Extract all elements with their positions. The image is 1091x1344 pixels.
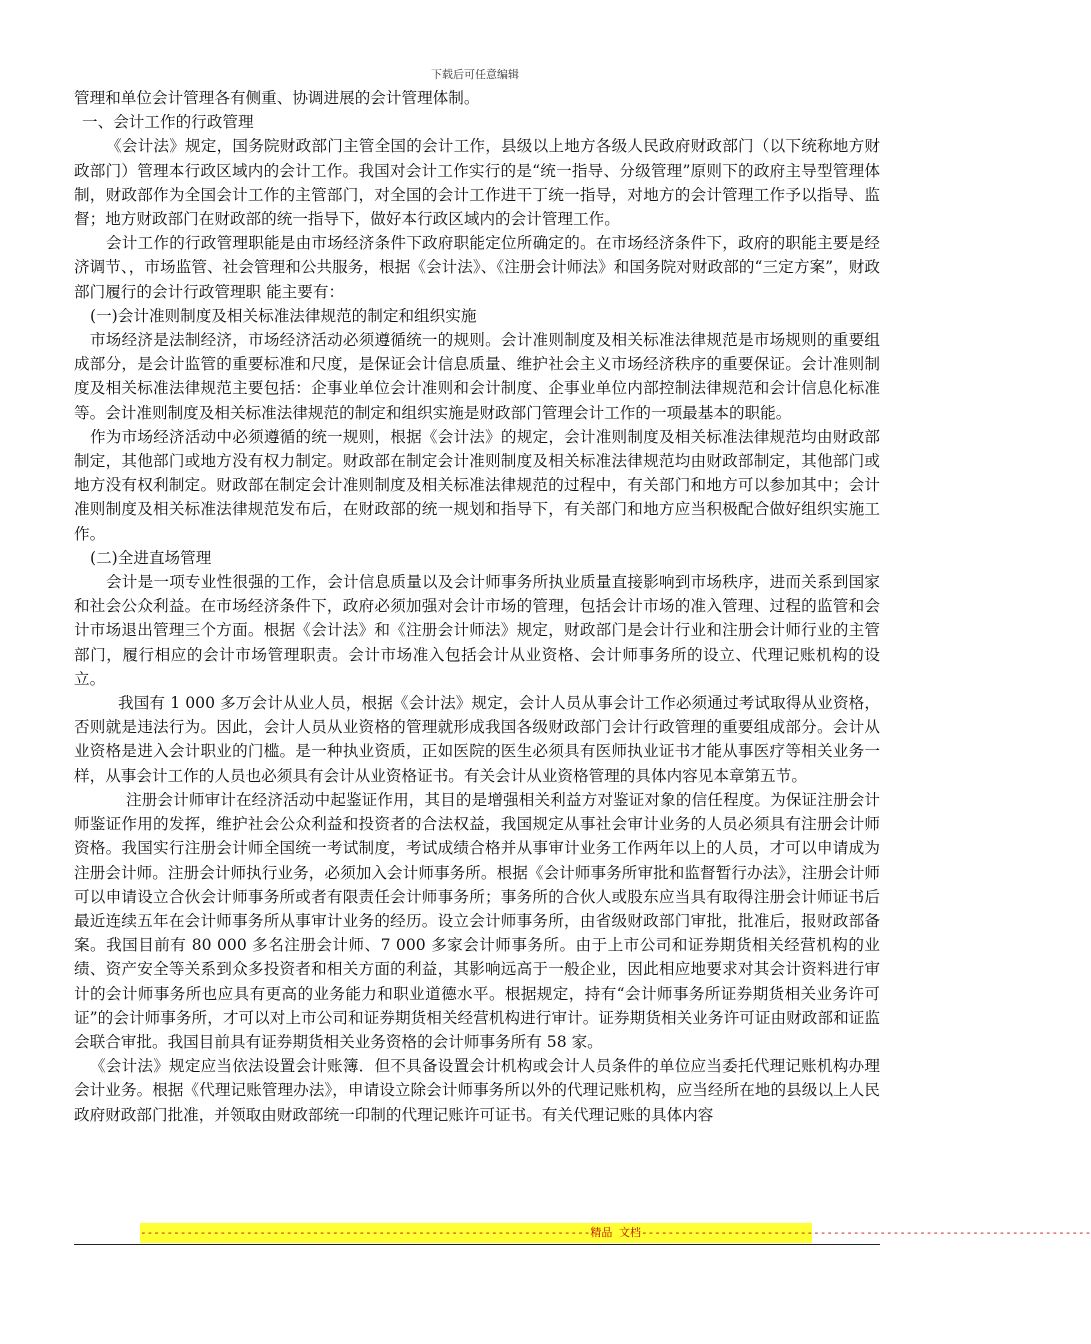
paragraph-cpa-audit: 注册会计师审计在经济活动中起鉴证作用，其目的是增强相关利益方对鉴证对象的信任程度。为保证注册会计师鉴证作用的发挥，维护社会公众利益和投资者的合法权益，我国规定从事社会审计业务的人员必须具有注册会计师资格。我国实行注册会计师全国统一考试制度，考试成绩合格并从事审计业务工作两年以上的人员，才可以申请成为注册会计师。注册会计师执行业务，必须加入会计师事务所。根据《会计师事务所审批和监督暂行办法》，注册会计师可以申请设立合伙会计师事务所或者有限责任会计师事务所；事务所的合伙人或股东应当具有取得注册会计师证书后最近连续五年在会计师事务所从事审计业务的经历。设立会计师事务所，由省级财政部门审批，批准后，报财政部备案。我国目前有 80 000 多名注册会计师、7 000 多家会计师事务所。由于上市公司和证券期货相关经营机构的业绩、资产安全等关系到众多投资者和相关方面的利益，其影响远高于一般企业，因此相应地要求对其会计资料进行审计的会计师事务所也应具有更高的业务能力和职业道德水平。根据规定，持有“会计师事务所证券期货相关业务许可证”的会计师事务所，才可以对上市公司和证券期货相关经营机构进行审计。证券期货相关业务许可证由财政部和证监会联合审批。我国目前具有证券期货相关业务资格的会计师事务所有 58 家。 [74,790,880,1051]
paragraph-market-management: 会计是一项专业性很强的工作，会计信息质量以及会计师事务所执业质量直接影响到市场秩序，进而关系到国家和社会公众利益。在市场经济条件下，政府必须加强对会计市场的管理，包括会计市场的准入管理、过程的监管和会计市场退出管理三个方面。根据《会计法》和《注册会计师法》规定，财政部门是会计行业和注册会计师行业的主管部门，履行相应的会计市场管理职责。会计市场准入包括会计从业资格、会计师事务所的设立、代理记账机构的设立。 [74,573,880,688]
paragraph-bookkeeping: 《会计法》规定应当依法设置会计账簿．但不具备设置会计机构或会计人员条件的单位应当委托代理记账机构办理会计业务。根据《代理记账管理办法》，申请设立除会计师事务所以外的代理记账机构，应当经所在地的县级以上人民政府财政部门批准，并领取由财政部统一印制的代理记账许可证书。有关代理记账的具体内容 [74,1057,880,1124]
section-heading-admin: 一、会计工作的行政管理 [82,113,254,132]
header-note: 下载后可任意编辑 [431,68,519,81]
footer-divider [74,1244,880,1245]
document-body [74,86,880,1127]
footer-banner: --------------------------------------------------------------------精品 文档-------------------------------------------------------------------- [140,1223,812,1243]
paragraph-unified-rules: 作为市场经济活动中必须遵循的统一规则，根据《会计法》的规定，会计准则制度及相关标准法律规范均由财政部制定，其他部门或地方没有权力制定。财政部在制定会计准则制度及相关标准法律规范均由财政部制定，其他部门或地方没有权利制定。财政部在制定会计准则制度及相关标准法律规范的过程中，有关部门和地方可以参加其中；会计准则制度及相关标准法律规范发布后，在财政部的统一规划和指导下，有关部门和地方应当积极配合做好组织实施工作。 [74,427,880,543]
subheading-standards: (一)会计准则制度及相关标准法律规范的制定和组织实施 [90,306,477,325]
paragraph-intro: 管理和单位会计管理各有侧重、协调进展的会计管理体制。 [74,89,480,107]
subheading-market-management: (二)全进直场管理 [90,548,212,567]
paragraph-accounting-law: 《会计法》规定，国务院财政部门主管全国的会计工作，县级以上地方各级人民政府财政部门（以下统称地方财政部门）管理本行政区域内的会计工作。我国对会计工作实行的是“统一指导、分级管理”原则下的政府主导型管理体制，财政部作为全国会计工作的主管部门，对全国的会计工作进干丁统一指导，对地方的会计管理工作予以指导、监督；地方财政部门在财政部的统一指导下，做好本行政区域内的会计管理工作。 [74,137,880,229]
paragraph-qualification: 我国有 1 000 多万会计从业人员，根据《会计法》规定，会计人员从事会计工作必须通过考试取得从业资格，否则就是违法行为。因此，会计人员从业资格的管理就形成我国各级财政部门会计行政管理的重要组成部分。会计从业资格是进入会计职业的门槛。是一种执业资质，正如医院的医生必须具有医师执业证书才能从事医疗等相关业务一样，从事会计工作的人员也必须具有会计从业资格证书。有关会计从业资格管理的具体内容见本章第五节。 [74,694,880,785]
paragraph-admin-functions: 会计工作的行政管理职能是由市场经济条件下政府职能定位所确定的。在市场经济条件下，政府的职能主要是经济调节、，市场监管、社会管理和公共服务，根据《会计法》、《注册会计师法》和国务院对财政部的“三定方案”，财政部门履行的会计行政管理职 能主要有： [74,234,880,301]
paragraph-market-rules: 市场经济是法制经济，市场经济活动必须遵循统一的规则。会计准则制度及相关标准法律规范是市场规则的重要组成部分，是会计监管的重要标准和尺度，是保证会计信息质量、维护社会主义市场经济秩序的重要保证。会计准则制度及相关标准法律规范主要包括：企事业单位会计准则和会计制度、企事业单位内部控制法律规范和会计信息化标准等。会计准则制度及相关标准法律规范的制定和组织实施是财政部门管理会计工作的一项最基本的职能。 [74,331,880,422]
